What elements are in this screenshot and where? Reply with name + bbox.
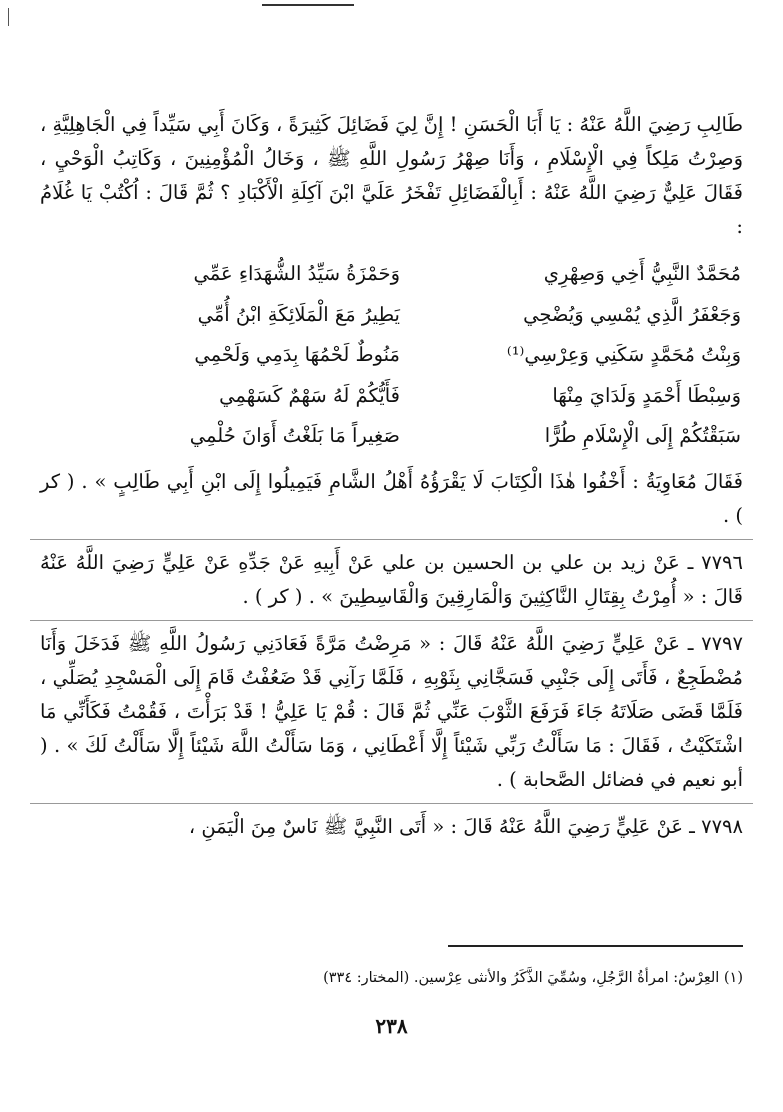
poem-verse — [40, 335, 743, 376]
verse-first-hemistich: وَبِنْتُ مُحَمَّدٍ سَكَنِي وَعِرْسِي⁽¹⁾ — [506, 343, 741, 367]
poem-verse — [40, 416, 743, 457]
verse-second-hemistich: صَغِيراً مَا بَلَغْتُ أَوَانَ حُلْمِي — [189, 424, 400, 448]
hadith-7798: ٧٧٩٨ ـ عَنْ عَلِيٍّ رَضِيَ اللَّهُ عَنْهُ قَالَ : « أَتَى النَّبِيَّ ﷺ نَاسٌ مِنَ الْيَمَنِ ، — [188, 814, 743, 838]
hadith-7797: ٧٧٩٧ ـ عَنْ عَلِيٍّ رَضِيَ اللَّهُ عَنْهُ قَالَ : « مَرِضْتُ مَرَّةً فَعَادَنِي رَسُولُ اللَّهِ ﷺ فَدَخَلَ وَأَنَا مُضْطَجِعٌ ، فَأَتَى إِلَى جَنْبِي فَسَجَّانِي بِثَوْبِهِ ، فَلَمَّا رَآنِي قَدْ ضَعُفْتُ قَامَ إِلَى الْمَسْجِدِ يُصَلِّي ، فَلَمَّا قَضَى صَلَاتَهُ جَاءَ فَرَفَعَ الثَّوْبَ عَنِّي ثُمَّ قَالَ : قُمْ يَا عَلِيُّ ! قَدْ بَرَأْتَ ، فَقُمْتُ فَكَأَنِّي مَا اشْتَكَيْتُ ، فَقَالَ : مَا سَأَلْتُ رَبِّي شَيْئاً إِلَّا أَعْطَانِي ، وَمَا سَأَلْتُ اللَّهَ شَيْئاً إِلَّا سَأَلْتُ لَكَ » . ( أبو نعيم في فضائل الصَّحابة ) . — [40, 631, 743, 791]
verse-first-hemistich: مُحَمَّدٌ النَّبِيُّ أَخِي وَصِهْرِي — [543, 262, 741, 286]
verse-second-hemistich: يَطِيرُ مَعَ الْمَلَائِكَةِ ابْنُ أُمِّي — [197, 302, 400, 326]
top-rule — [262, 4, 354, 6]
page-number: ٢٣٨ — [375, 1014, 408, 1038]
hadith-7796: ٧٧٩٦ ـ عَنْ زيد بن علي بن الحسين بن علي عَنْ أَبِيهِ عَنْ جَدِّهِ عَنْ عَلِيٍّ رَضِيَ اللَّهُ عَنْهُ قَالَ : « أُمِرْتُ بِقِتَالِ النَّاكِثِينَ وَالْمَارِقِينَ وَالْقَاسِطِينَ » . ( كر ) . — [40, 550, 743, 608]
margin-mark — [8, 8, 9, 26]
footnote-rule — [448, 945, 743, 947]
poem-verse — [40, 295, 743, 336]
poem — [40, 254, 743, 457]
footnote: (١) العِرْسُ: امرأةُ الرَّجُلِ، وسُمِّيَ الذَّكَرُ والأنثى عِرْسين. (المختار: ٣٣٤) — [323, 970, 743, 986]
verse-second-hemistich: فَأَيُّكُمْ لَهُ سَهْمٌ كَسَهْمِي — [219, 383, 400, 407]
verse-second-hemistich: مَنُوطٌ لَحْمُهَا بِدَمِي وَلَحْمِي — [194, 343, 400, 367]
page-body — [40, 108, 743, 844]
section-divider — [30, 539, 753, 540]
intro-paragraph: طَالِبِ رَضِيَ اللَّهُ عَنْهُ : يَا أَبَا الْحَسَنِ ! إِنَّ لِيَ فَضَائِلَ كَثِيرَةً ، وَكَانَ أَبِي سَيِّداً فِي الْجَاهِلِيَّةِ ، وَصِرْتُ مَلِكاً فِي الْإِسْلَامِ ، وَأَنَا صِهْرُ رَسُولِ اللَّهِ ﷺ ، وَخَالُ الْمُؤْمِنِينَ ، وَكَاتِبُ الْوَحْيِ ، فَقَالَ عَلِيٌّ رَضِيَ اللَّهُ عَنْهُ : أَبِالْفَضَائِلِ تَفْخَرُ عَلَيَّ ابْنَ آكِلَةِ الْأَكْبَادِ ؟ ثُمَّ قَالَ : اُكْتُبْ يَا غُلَامُ : — [40, 113, 743, 238]
verse-first-hemistich: وَجَعْفَرُ الَّذِي يُمْسِي وَيُضْحِي — [523, 302, 741, 326]
closing-paragraph: فَقَالَ مُعَاوِيَةُ : أَخْفُوا هٰذَا الْكِتَابَ لَا يَقْرَؤُهُ أَهْلُ الشَّامِ فَيَمِيلُوا إِلَى ابْنِ أَبِي طَالِبٍ » . ( كر ) . — [40, 469, 743, 527]
poem-verse — [40, 376, 743, 417]
verse-first-hemistich: سَبَقْتُكُمْ إِلَى الْإِسْلَامِ طُرًّا — [544, 424, 741, 448]
verse-second-hemistich: وَحَمْزَةُ سَيِّدُ الشُّهَدَاءِ عَمِّي — [193, 262, 400, 286]
poem-verse — [40, 254, 743, 295]
section-divider — [30, 620, 753, 621]
section-divider — [30, 803, 753, 804]
verse-first-hemistich: وَسِبْطَا أَحْمَدٍ وَلَدَايَ مِنْهَا — [552, 383, 741, 407]
